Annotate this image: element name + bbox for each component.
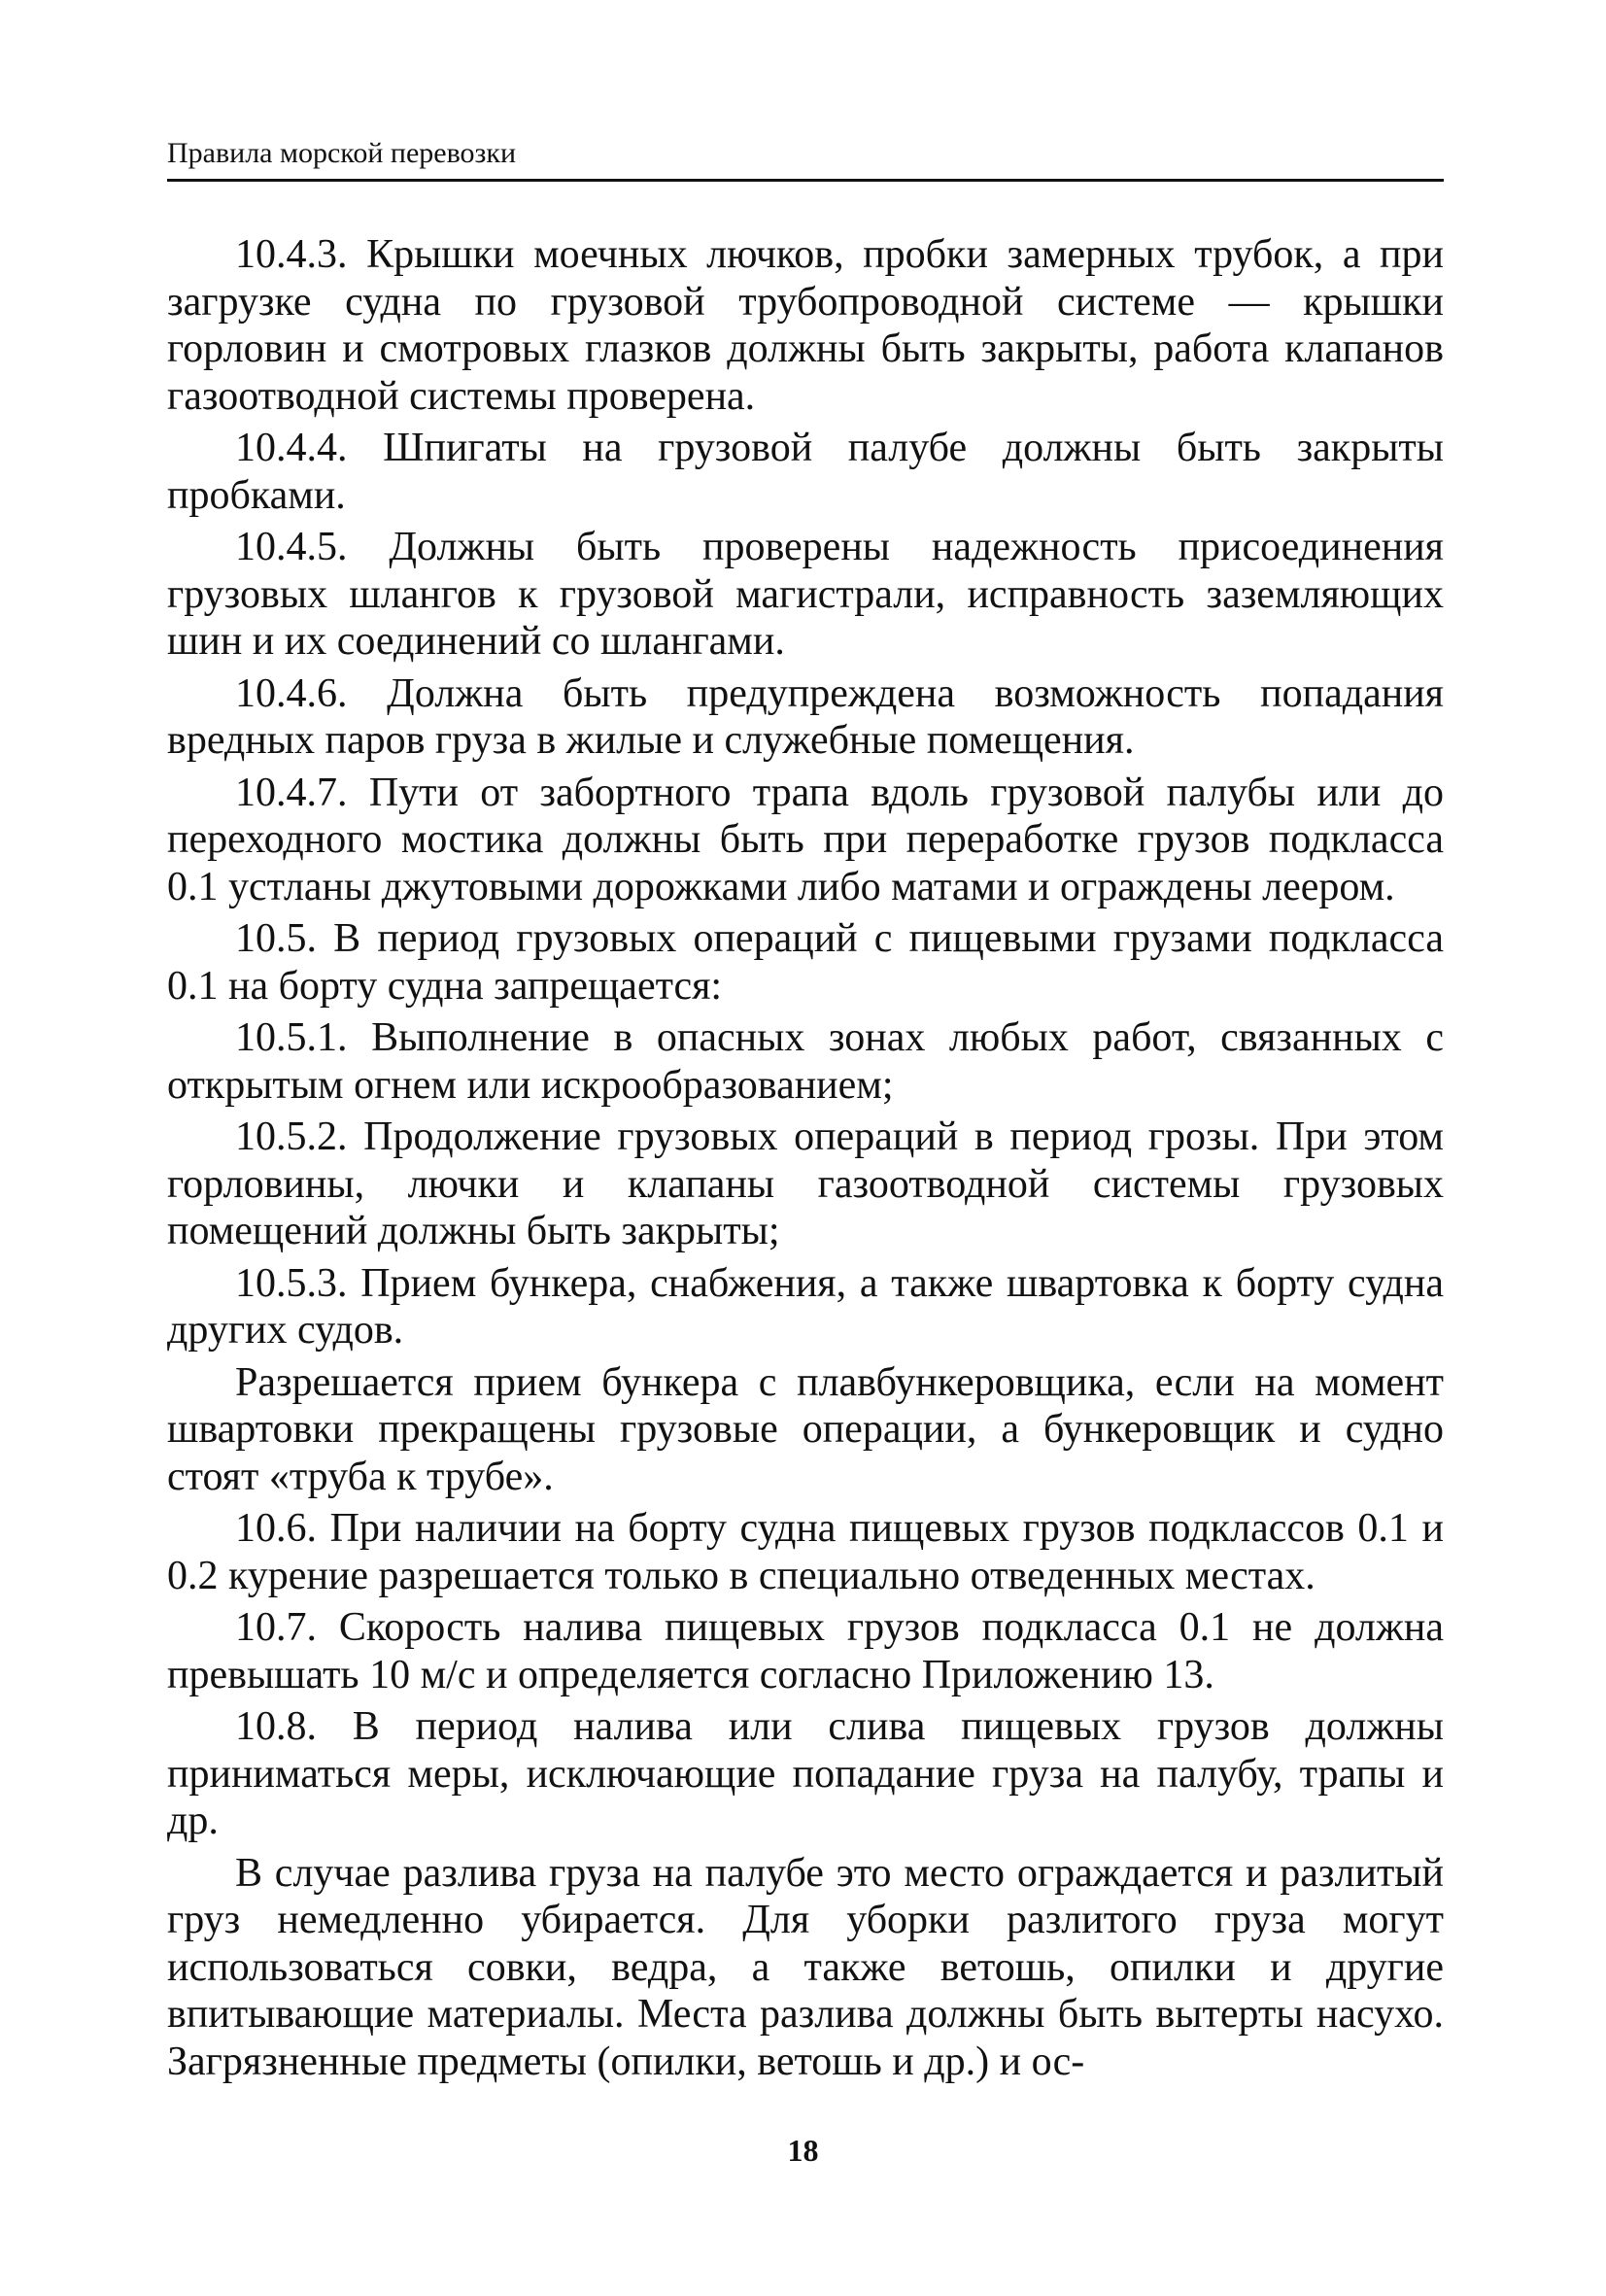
paragraph-10-4-3: 10.4.3. Крышки моечных лючков, пробки замерных трубок, а при загрузке судна по грузовой трубопроводной системе — крышки горловин и смотровых глазков должны быть закрыты, работа клапанов газоотводной системы проверена. [167,232,1444,419]
paragraph-10-5-1: 10.5.1. Выполнение в опасных зонах любых работ, связанных с открытым огнем или искрообразованием; [167,1015,1444,1108]
paragraph-10-8: 10.8. В период налива или слива пищевых грузов должны приниматься меры, исключающие попадание груза на палубу, трапы и др. [167,1704,1444,1843]
paragraph-bunker-permission: Разрешается прием бункера с плавбункеровщика, если на момент швартовки прекращены грузовые операции, а бункеровщик и судно стоят «труба к трубе». [167,1359,1444,1499]
paragraph-10-4-7: 10.4.7. Пути от забортного трапа вдоль грузовой палубы или до переходного мостика должны быть при перeработке грузов подкласса 0.1 устланы джутовыми дорожками либо матами и ограждены леером. [167,770,1444,909]
paragraph-10-4-5: 10.4.5. Должны быть проверены надежность присоединения грузовых шлангов к грузовой магистрали, исправность заземляющих шин и их соединений со шлангами. [167,525,1444,664]
running-header: Правила морской перевозки [167,136,1444,182]
paragraph-10-6: 10.6. При наличии на борту судна пищевых грузов подклассов 0.1 и 0.2 курение разрешается только в специально отведенных местах. [167,1506,1444,1598]
paragraph-10-5-2: 10.5.2. Продолжение грузовых операций в период грозы. При этом горловины, лючки и клапаны газоотводной системы грузовых помещений должны быть закрыты; [167,1114,1444,1253]
paragraph-10-4-4: 10.4.4. Шпигаты на грузовой палубе должны быть закрыты пробками. [167,426,1444,518]
paragraph-spill-cleanup: В случае разлива груза на палубе это место ограждается и разлитый груз немедленно убирается. Для уборки разлитого груза могут использоваться совки, ведра, а также ветошь, опилки и другие впитывающие материалы. Места разлива должны быть вытерты насухо. Загрязненные предметы (опилки, ветошь и др.) и ос- [167,1850,1444,2084]
paragraph-10-7: 10.7. Скорость налива пищевых грузов подкласса 0.1 не должна превышать 10 м/с и определяется согласно Приложению 13. [167,1605,1444,1697]
paragraph-10-5: 10.5. В период грузовых операций с пищевыми грузами подкласса 0.1 на борту судна запрещается: [167,916,1444,1009]
page-number: 18 [787,2133,819,2168]
paragraph-10-4-6: 10.4.6. Должна быть предупреждена возможность попадания вредных паров груза в жилые и служебные помещения. [167,670,1444,763]
page-body [167,231,1444,2090]
paragraph-10-5-3: 10.5.3. Прием бункера, снабжения, а также швартовка к борту судна других судов. [167,1260,1444,1353]
